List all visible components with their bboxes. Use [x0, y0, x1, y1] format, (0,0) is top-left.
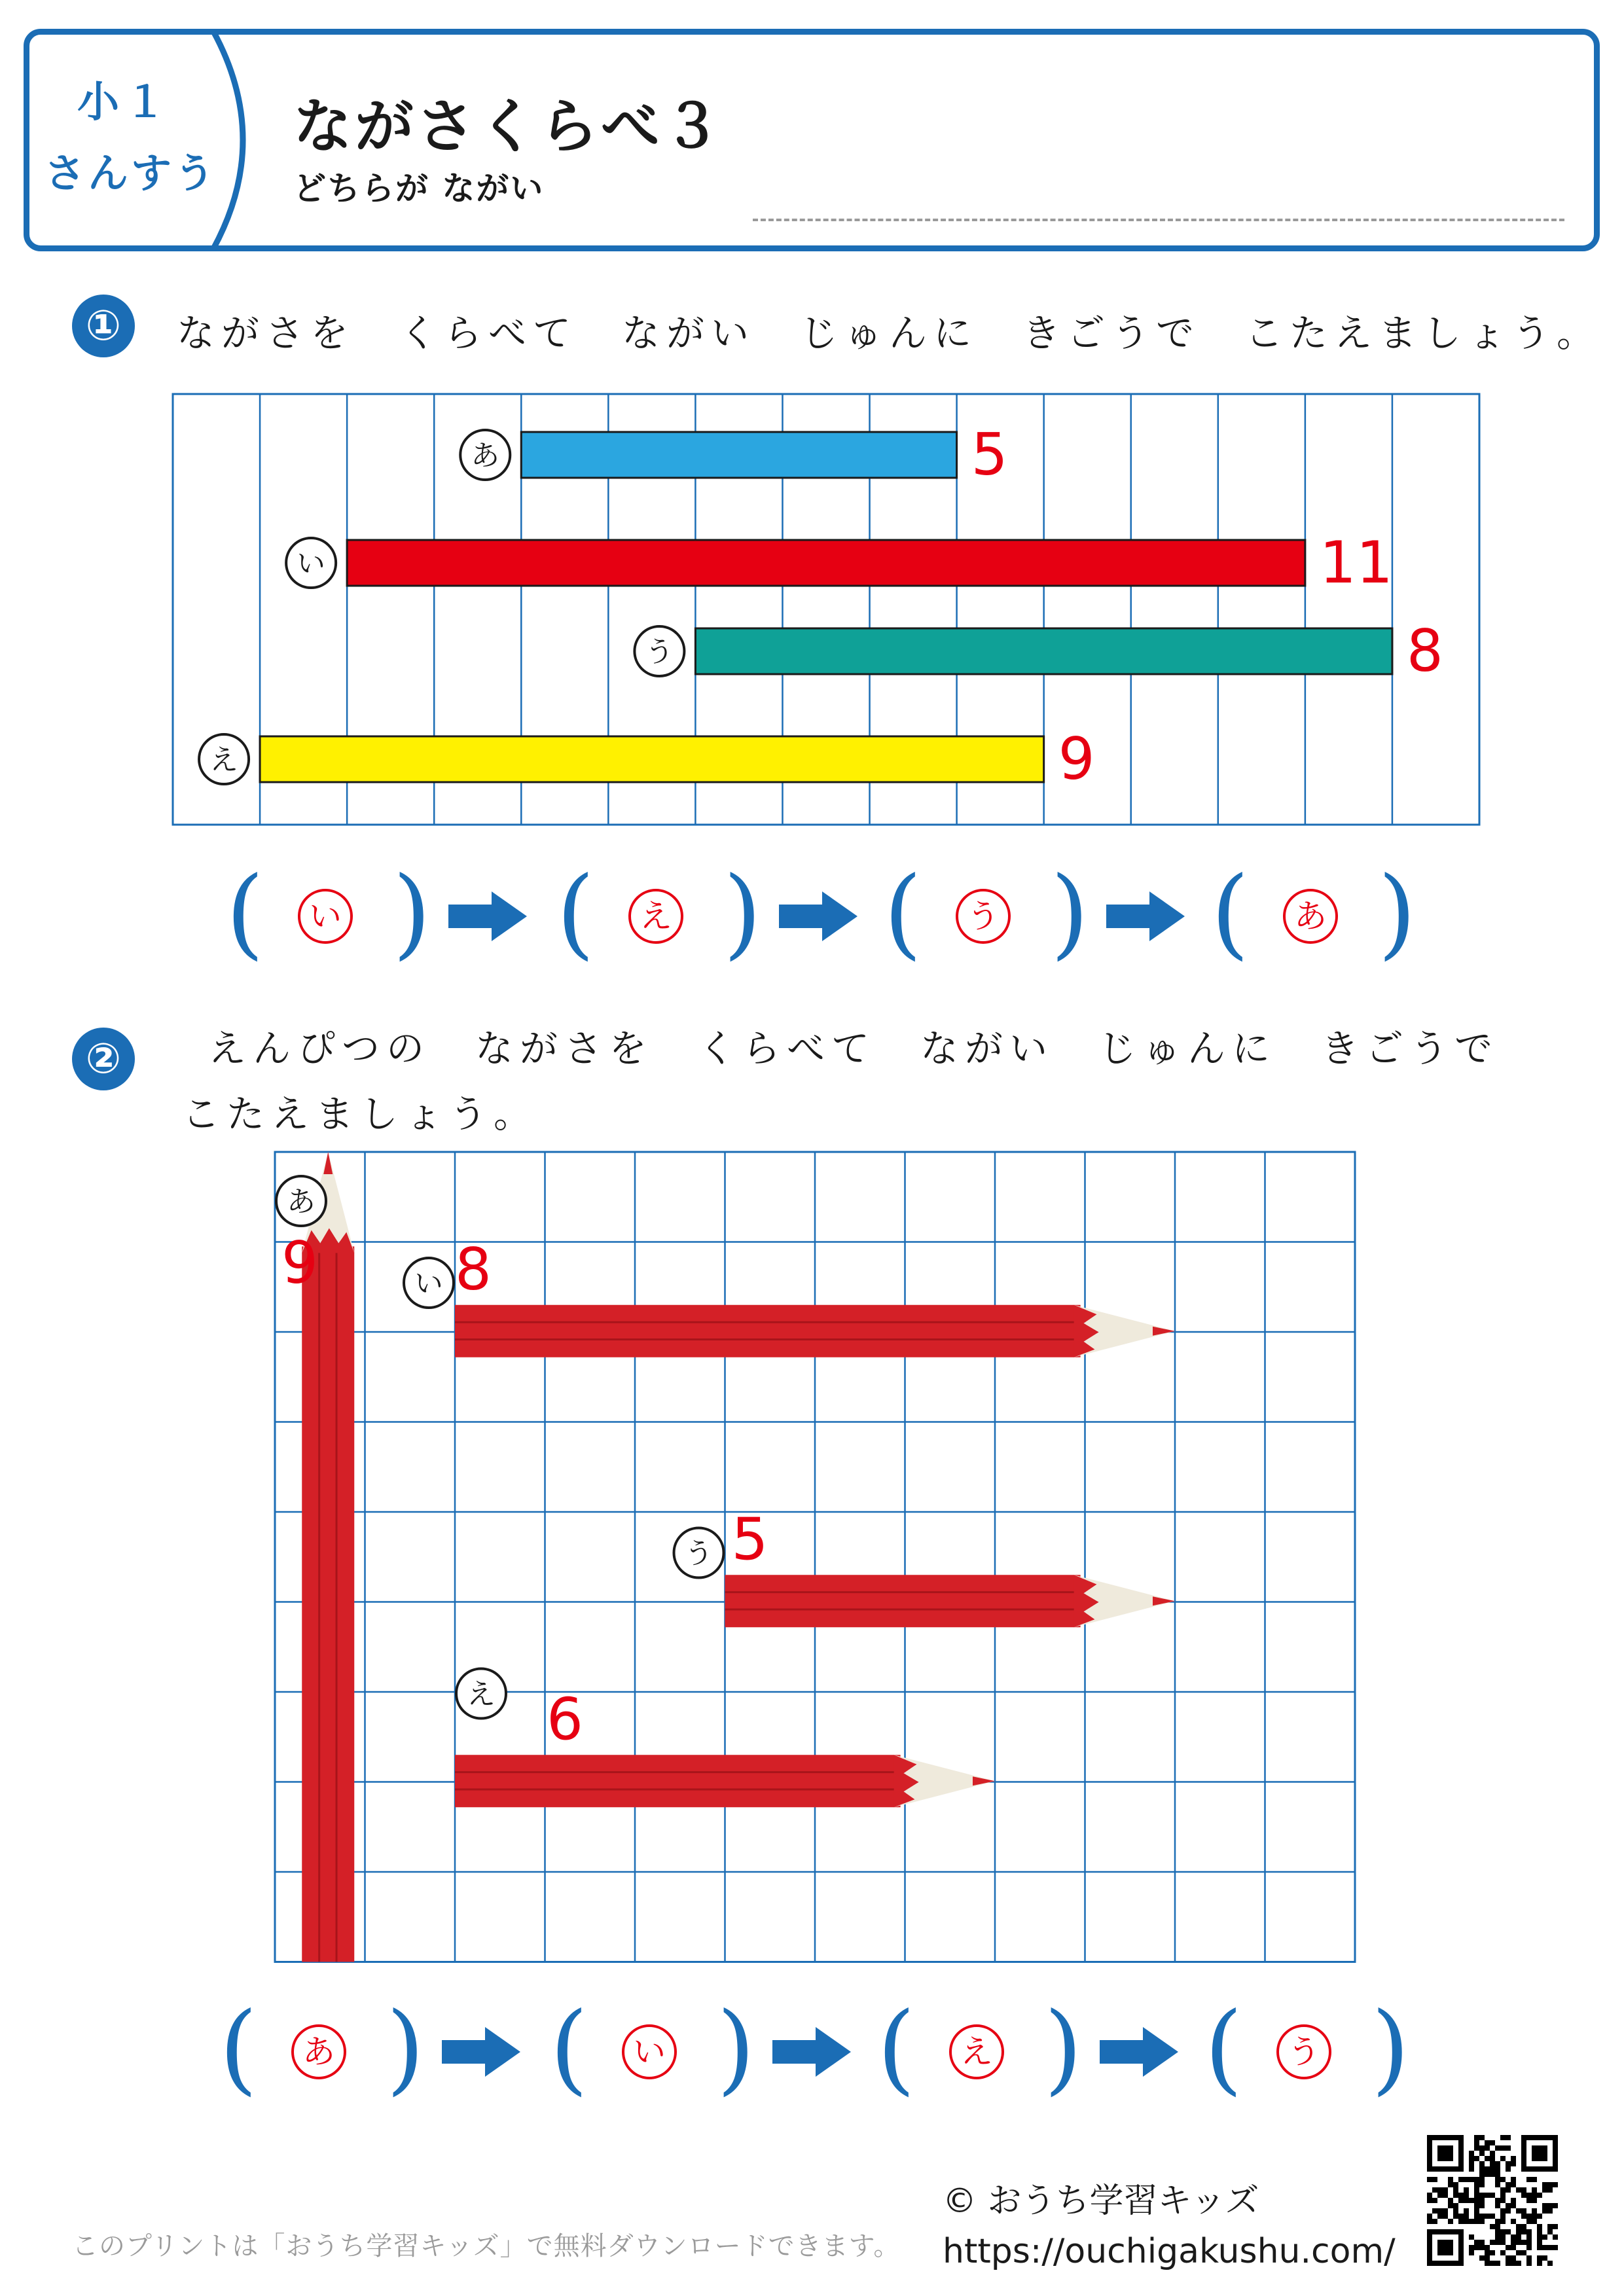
open-paren: ( [550, 1992, 588, 2106]
right-arrow-icon [779, 891, 857, 941]
close-paren: ) [393, 856, 431, 970]
pencil-value-あ: 9 [281, 1229, 318, 1297]
close-paren: ) [723, 856, 762, 970]
question-2-answer-2[interactable]: い [622, 2024, 677, 2079]
pencil-え [455, 1755, 995, 1807]
svg-text:え: え [209, 743, 238, 777]
right-arrow-icon [442, 2027, 520, 2077]
bar-value-あ: 5 [971, 421, 1008, 488]
question-1-answer-4[interactable]: あ [1283, 889, 1338, 944]
svg-text:あ: あ [471, 439, 500, 473]
svg-text:あ: あ [287, 1185, 316, 1219]
bar-value-う: 8 [1406, 617, 1443, 685]
right-arrow-icon [1100, 2027, 1178, 2077]
bar-value-え: 9 [1058, 725, 1095, 793]
pencil-label-い [404, 1258, 454, 1308]
question-2-number: ② [72, 1028, 135, 1090]
question-1-instruction: ながさを くらべて ながい じゅんに きごうで こたえましょう。 [177, 311, 1602, 355]
question-2-answer-row [219, 1992, 1410, 2106]
close-paren: ) [1044, 1992, 1083, 2106]
bar-う [695, 628, 1392, 674]
pencil-い [455, 1305, 1175, 1357]
bar-label-う [634, 626, 684, 676]
svg-text:う: う [684, 1537, 713, 1571]
open-paren: ( [1211, 856, 1250, 970]
question-2-diagram [268, 1145, 1362, 1977]
pencil-label-あ [276, 1176, 326, 1226]
svg-text:う: う [645, 635, 674, 669]
pencil-value-い: 8 [455, 1236, 492, 1303]
open-paren: ( [219, 1992, 258, 2106]
bar-え [260, 736, 1044, 782]
svg-text:い: い [297, 547, 325, 581]
name-write-line [753, 219, 1564, 221]
bar-label-あ [460, 430, 510, 480]
question-1-answer-2[interactable]: え [628, 889, 683, 944]
right-arrow-icon [448, 891, 527, 941]
question-1-diagram [171, 393, 1481, 826]
bar-value-い: 11 [1319, 529, 1393, 596]
open-paren: ( [877, 1992, 916, 2106]
right-arrow-icon [772, 2027, 851, 2077]
question-1-number: ① [72, 295, 135, 357]
question-1-answer-1[interactable]: い [298, 889, 353, 944]
close-paren: ) [1371, 1992, 1410, 2106]
close-paren: ) [1378, 856, 1416, 970]
bar-label-い [286, 538, 336, 588]
copyright: © おうち学習キッズ [943, 2181, 1259, 2221]
open-paren: ( [884, 856, 922, 970]
subject-label: さんすう [44, 149, 217, 197]
qr-code-icon [1427, 2135, 1558, 2266]
page-title: ながさくらべ３ [293, 92, 724, 161]
pencil-label-う [674, 1528, 724, 1578]
question-1-answer-3[interactable]: う [956, 889, 1011, 944]
svg-text:い: い [414, 1266, 443, 1300]
question-2-answer-3[interactable]: え [949, 2024, 1004, 2079]
question-2-instruction-line-1: えんぴつの ながさを くらべて ながい じゅんに きごうで [208, 1026, 1500, 1071]
header-frame [24, 29, 1600, 251]
close-paren: ) [1051, 856, 1089, 970]
bar-label-え [199, 734, 249, 784]
right-arrow-icon [1106, 891, 1185, 941]
open-paren: ( [226, 856, 264, 970]
pencil-value-え: 6 [547, 1685, 583, 1753]
footer-note: このプリントは「おうち学習キッズ」で無料ダウンロードできます。 [72, 2231, 901, 2261]
question-2-answer-4[interactable]: う [1276, 2024, 1331, 2079]
close-paren: ) [717, 1992, 755, 2106]
header-divider-arc [24, 29, 253, 251]
pencil-label-え [456, 1669, 506, 1719]
svg-text:え: え [467, 1677, 496, 1712]
question-2-instruction-line-2: こたえましょう。 [182, 1092, 539, 1136]
close-paren: ) [386, 1992, 425, 2106]
open-paren: ( [556, 856, 595, 970]
pencil-value-う: 5 [731, 1505, 768, 1573]
grade-label: 小１ [77, 79, 171, 127]
bar-い [347, 540, 1305, 586]
question-2-answer-1[interactable]: あ [291, 2024, 346, 2079]
site-url[interactable]: https://ouchigakushu.com/ [943, 2232, 1396, 2271]
bar-あ [521, 432, 956, 478]
page-subtitle: どちらが ながい [293, 170, 545, 207]
question-1-answer-row [226, 856, 1416, 970]
open-paren: ( [1204, 1992, 1243, 2106]
